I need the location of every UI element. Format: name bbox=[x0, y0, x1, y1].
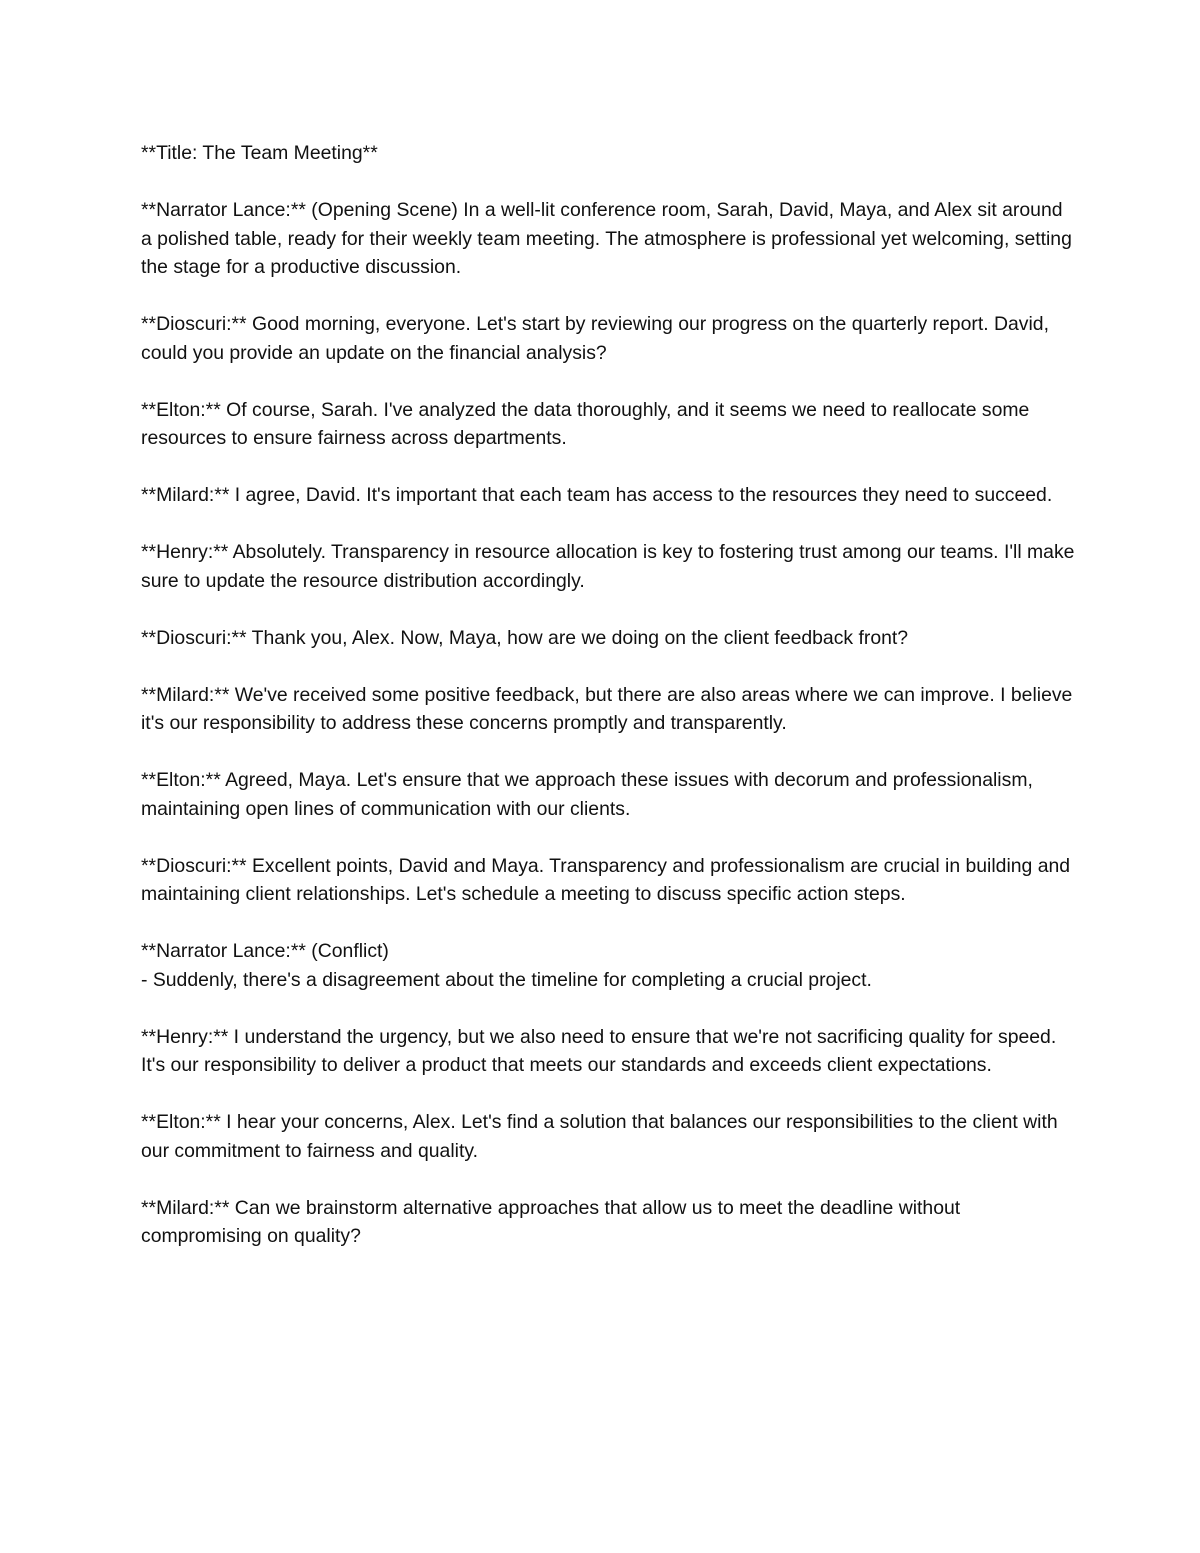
paragraph-dioscuri-3: **Dioscuri:** Excellent points, David and Maya. Transparency and professionalism are crucial in building and maintaining client relationships. Let's schedule a meeting to discuss specific action steps. bbox=[141, 854, 1071, 905]
paragraph-elton-1: **Elton:** Of course, Sarah. I've analyzed the data thoroughly, and it seems we need to reallocate some resources to ensure fairness across departments. bbox=[141, 398, 1030, 449]
paragraph-milard-3: **Milard:** Can we brainstorm alternative approaches that allow us to meet the deadline without compromising on quality? bbox=[141, 1196, 961, 1247]
paragraph-dioscuri-1: **Dioscuri:** Good morning, everyone. Let's start by reviewing our progress on the quarterly report. David, could you provide an update on the financial analysis? bbox=[141, 313, 1049, 364]
document-body bbox=[141, 139, 1076, 1279]
paragraph-henry-2: **Henry:** I understand the urgency, but we also need to ensure that we're not sacrificing quality for speed. It's our responsibility to deliver a product that meets our standards and exceeds client expectations. bbox=[141, 1025, 1057, 1076]
paragraph-milard-2: **Milard:** We've received some positive feedback, but there are also areas where we can improve. I believe it's our responsibility to address these concerns promptly and transparently. bbox=[141, 683, 1073, 734]
conflict-heading: **Narrator Lance:** (Conflict) bbox=[141, 940, 389, 962]
document-title: **Title: The Team Meeting** bbox=[141, 142, 378, 164]
paragraph-milard-1: **Milard:** I agree, David. It's important that each team has access to the resources they need to succeed. bbox=[141, 484, 1053, 506]
paragraph-narrator-opening: **Narrator Lance:** (Opening Scene) In a well-lit conference room, Sarah, David, Maya, and Alex sit around a polished table, ready for their weekly team meeting. The atmosphere is professional yet welcoming, setting the stage for a productive discussion. bbox=[141, 199, 1072, 278]
paragraph-elton-3: **Elton:** I hear your concerns, Alex. Let's find a solution that balances our responsibilities to the client with our commitment to fairness and quality. bbox=[141, 1111, 1058, 1162]
conflict-line: - Suddenly, there's a disagreement about the timeline for completing a crucial project. bbox=[141, 968, 872, 991]
paragraph-elton-2: **Elton:** Agreed, Maya. Let's ensure that we approach these issues with decorum and professionalism, maintaining open lines of communication with our clients. bbox=[141, 769, 1033, 820]
paragraph-dioscuri-2: **Dioscuri:** Thank you, Alex. Now, Maya, how are we doing on the client feedback front? bbox=[141, 626, 909, 649]
paragraph-narrator-conflict bbox=[141, 937, 1076, 994]
paragraph-henry-1: **Henry:** Absolutely. Transparency in resource allocation is key to fostering trust among our teams. I'll make sure to update the resource distribution accordingly. bbox=[141, 541, 1075, 592]
